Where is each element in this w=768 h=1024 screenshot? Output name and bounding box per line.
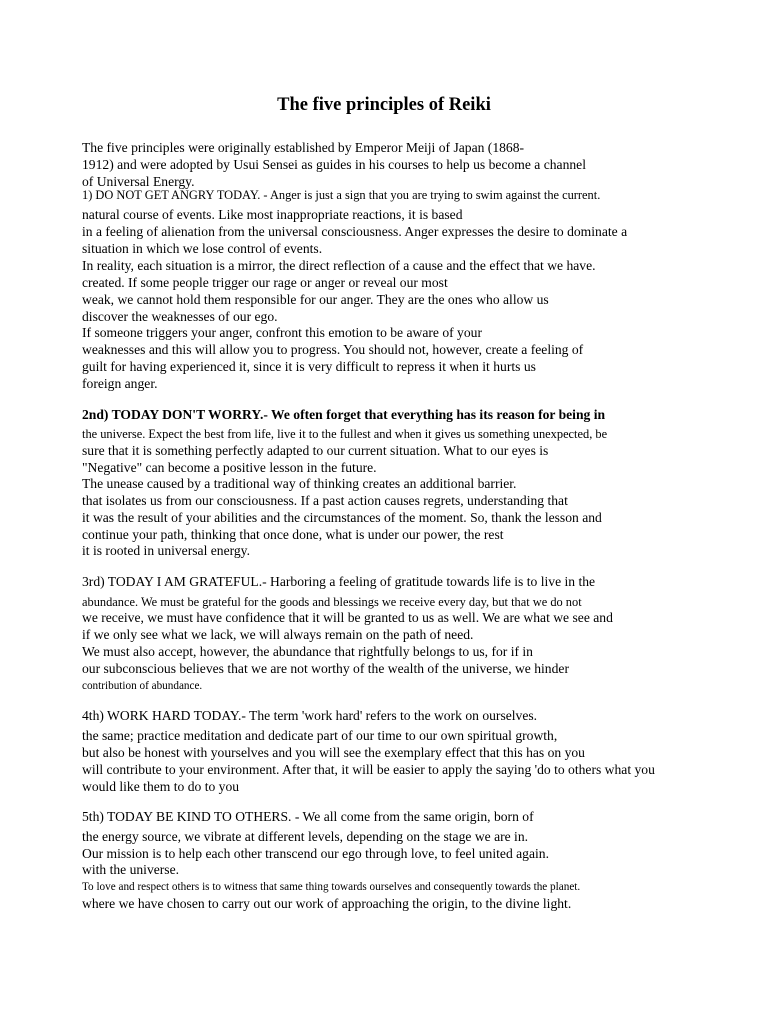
principle4-line: will contribute to your environment. After that, it will be easier to apply the saying 'do to others what you (82, 762, 655, 777)
principle5-line: with the universe. (82, 862, 180, 877)
principle1-line: in a feeling of alienation from the universal consciousness. Anger expresses the desire to dominate a (82, 224, 628, 239)
principle1-line: In reality, each situation is a mirror, the direct reflection of a cause and the effect that we have. (82, 258, 596, 273)
principle2-heading: 2nd) TODAY DON'T WORRY.- We often forget that everything has its reason for being in (82, 407, 606, 422)
principle1-line: natural course of events. Like most inappropriate reactions, it is based (82, 207, 463, 222)
principle3-line: abundance. We must be grateful for the goods and blessings we receive every day, but that we do not (82, 595, 582, 609)
principle2-line: "Negative" can become a positive lesson in the future. (82, 460, 377, 475)
principle5-line: To love and respect others is to witness that same thing towards ourselves and consequently towards the planet. (82, 881, 581, 893)
principle3-line: our subconscious believes that we are not worthy of the wealth of the universe, we hinder (82, 661, 569, 676)
principle2-line: that isolates us from our consciousness. If a past action causes regrets, understanding that (82, 493, 568, 508)
principle1-line: weaknesses and this will allow you to progress. You should not, however, create a feeling of (82, 342, 584, 357)
principle1-line: 1) DO NOT GET ANGRY TODAY. - Anger is just a sign that you are trying to swim against the current. (82, 188, 601, 202)
intro-line: 1912) and were adopted by Usui Sensei as guides in his courses to help us become a channel (82, 157, 586, 172)
principle1-line: weak, we cannot hold them responsible for our anger. They are the ones who allow us (82, 292, 549, 307)
intro-line: of Universal Energy. (82, 174, 195, 189)
principle4-heading: 4th) WORK HARD TODAY.- The term 'work hard' refers to the work on ourselves. (82, 708, 538, 723)
principle1-line: guilt for having experienced it, since it is very difficult to repress it when it hurts us (82, 359, 536, 374)
principle1-line: foreign anger. (82, 376, 158, 391)
principle2-line: it was the result of your abilities and the circumstances of the moment. So, thank the lesson and (82, 510, 602, 525)
principle2-line: The unease caused by a traditional way of thinking creates an additional barrier. (82, 476, 517, 491)
principle4-line: but also be honest with yourselves and you will see the exemplary effect that this has on you (82, 745, 585, 760)
principle3-line: We must also accept, however, the abundance that rightfully belongs to us, for if in (82, 644, 533, 659)
principle2-line: continue your path, thinking that once done, what is under our power, the rest (82, 527, 504, 542)
principle2-line: sure that it is something perfectly adapted to our current situation. What to our eyes is (82, 443, 549, 458)
intro-line: The five principles were originally established by Emperor Meiji of Japan (1868- (82, 140, 525, 155)
principle1-line: situation in which we lose control of events. (82, 241, 323, 256)
principle3-heading: 3rd) TODAY I AM GRATEFUL.- Harboring a feeling of gratitude towards life is to live in the (82, 574, 596, 589)
principle1-line: discover the weaknesses of our ego. (82, 309, 278, 324)
principle3-line: contribution of abundance. (82, 680, 203, 692)
principle4-line: the same; practice meditation and dedicate part of our time to our own spiritual growth, (82, 728, 558, 743)
principle2-line: it is rooted in universal energy. (82, 543, 250, 558)
principle5-heading: 5th) TODAY BE KIND TO OTHERS. - We all come from the same origin, born of (82, 809, 534, 824)
principle3-line: if we only see what we lack, we will always remain on the path of need. (82, 627, 474, 642)
page-title: The five principles of Reiki (277, 95, 491, 115)
principle3-line: we receive, we must have confidence that it will be granted to us as well. We are what we see and (82, 610, 613, 625)
principle5-line: the energy source, we vibrate at different levels, depending on the stage we are in. (82, 829, 529, 844)
principle5-line: Our mission is to help each other transcend our ego through love, to feel united again. (82, 846, 549, 861)
principle1-line: created. If some people trigger our rage or anger or reveal our most (82, 275, 448, 290)
principle4-line: would like them to do to you (82, 779, 240, 794)
principle1-line: If someone triggers your anger, confront this emotion to be aware of your (82, 325, 482, 340)
principle2-line: the universe. Expect the best from life, live it to the fullest and when it gives us something unexpected, be (82, 427, 608, 441)
principle5-line: where we have chosen to carry out our work of approaching the origin, to the divine light. (82, 896, 572, 911)
